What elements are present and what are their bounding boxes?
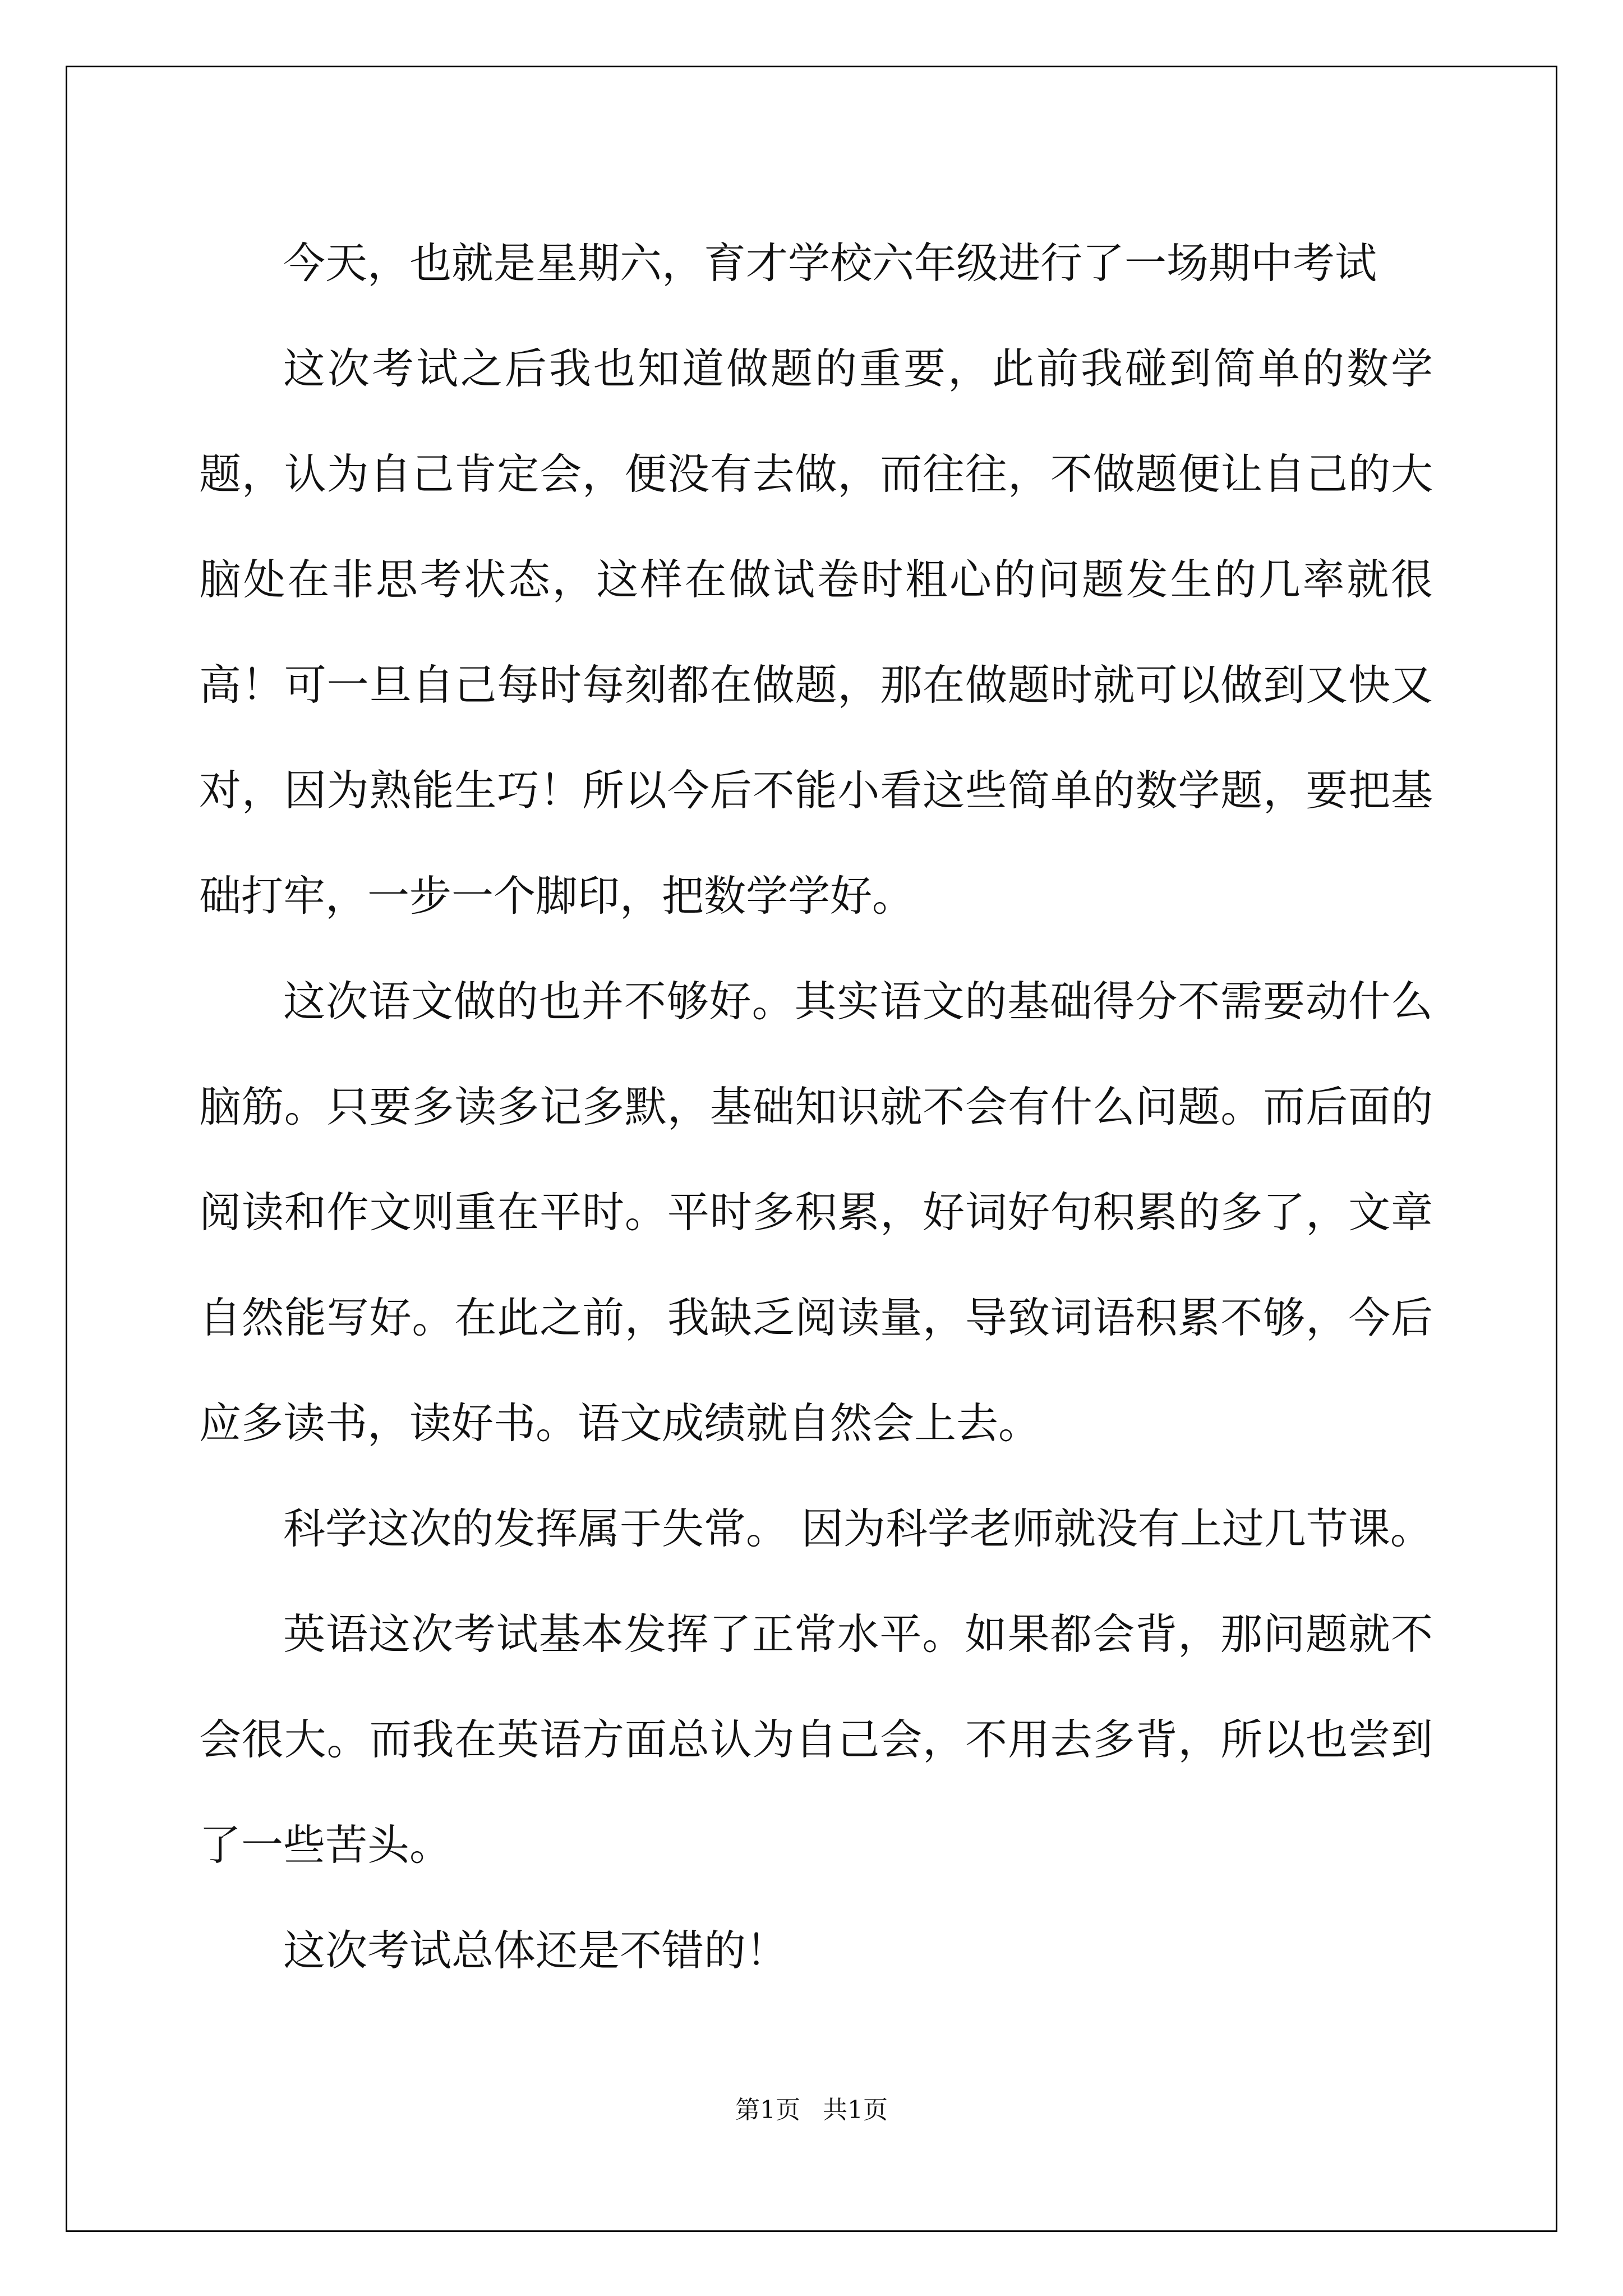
paragraph-exam-intro: 今天，也就是星期六，育才学校六年级进行了一场期中考试 bbox=[283, 238, 1377, 288]
paragraph-chinese: 这次语文做的也并不够好。其实语文的基础得分不需要动什么脑筋。只要多读多记多默，基础知识就不会有什么问题。而后面的阅读和作文则重在平时。平时多积累，好词好句积累的多了，文章自然能写好。在此之前，我缺乏阅读量，导致词语积累不够，今后应多读书，读好书。语文成绩就自然会上去。 bbox=[199, 977, 1433, 1448]
page-footer bbox=[0, 2093, 1623, 2127]
paragraph-math: 这次考试之后我也知道做题的重要，此前我碰到简单的数学题，认为自己肯定会，便没有去做，而往往，不做题便让自己的大脑处在非思考状态，这样在做试卷时粗心的问题发生的几率就很高！可一旦自己每时每刻都在做题，那在做题时就可以做到又快又对，因为熟能生巧！所以今后不能小看这些简单的数学题，要把基础打牢，一步一个脚印，把数学学好。 bbox=[199, 344, 1433, 921]
paragraph-english: 英语这次考试基本发挥了正常水平。如果都会背，那问题就不会很大。而我在英语方面总认为自己会，不用去多背，所以也尝到了一些苦头。 bbox=[199, 1609, 1433, 1870]
page-total: 共1页 bbox=[823, 2096, 888, 2124]
document-body bbox=[199, 210, 1433, 2003]
paragraph-conclusion: 这次考试总体还是不错的！ bbox=[283, 1926, 789, 1975]
page-number: 第1页 bbox=[735, 2096, 800, 2124]
paragraph-science: 科学这次的发挥属于失常。 因为科学老师就没有上过几节课。 bbox=[283, 1504, 1432, 1553]
